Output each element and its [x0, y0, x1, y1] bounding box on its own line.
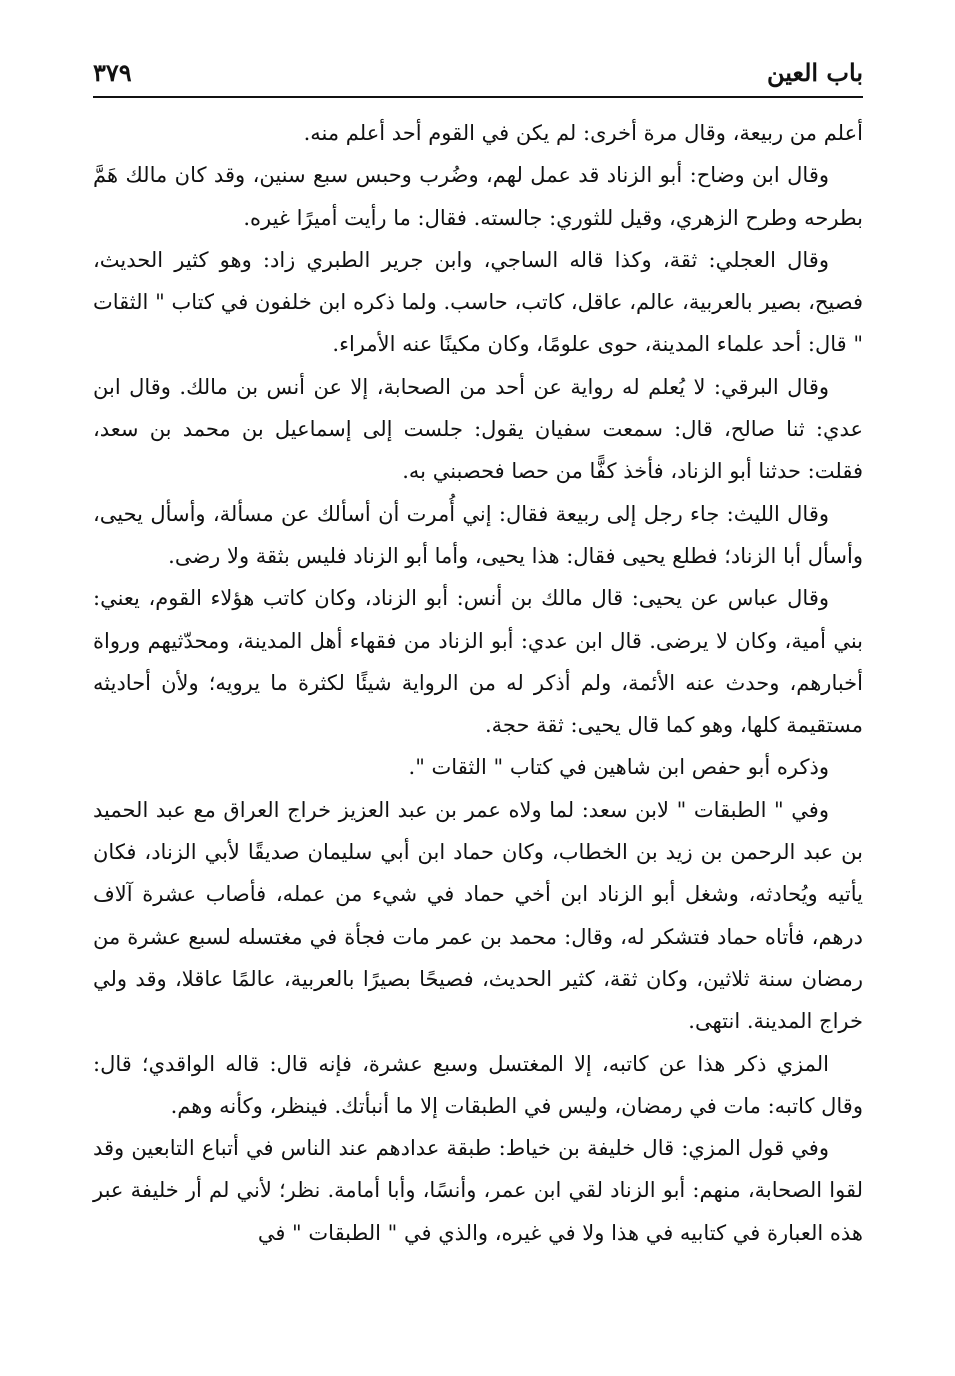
paragraph: وقال عباس عن يحيى: قال مالك بن أنس: أبو الزناد، وكان كاتب هؤلاء القوم، يعني: بني أمية، وكان لا يرضى. قال ابن عدي: أبو الزناد من فقهاء أهل المدينة، ومحدّثيهم ورواة أخبارهم، وحدث عنه الأئمة، ولم أذكر له من الرواية شيئًا لكثرة ما يرويه؛ ولأن أحاديثه مستقيمة كلها، وهو كما قال يحيى: ثقة حجة. [93, 586, 863, 738]
header-rule [93, 96, 863, 98]
running-header [93, 56, 863, 96]
paragraph: وفي قول المزي: قال خليفة بن خياط: طبقة عدادهم عند الناس في أتباع التابعين وقد لقوا الصحابة، منهم: أبو الزناد لقي ابن عمر، وأنسًا، وأبا أمامة. نظر؛ لأني لم أر خليفة عبر هذه العبارة في كتابيه في هذا ولا في غيره، والذي في " الطبقات " في [93, 1136, 863, 1245]
paragraph: وقال الليث: جاء رجل إلى ربيعة فقال: إني أُمرت أن أسألك عن مسألة، وأسأل يحيى، وأسأل أبا الزناد؛ فطلع يحيى فقال: هذا يحيى، وأما أبو الزناد فليس بثقة ولا رضى. [93, 501, 863, 568]
paragraph: المزي ذكر هذا عن كاتبه، إلا المغتسل وسبع عشرة، فإنه قال: قاله الواقدي؛ قال: وقال كاتبه: مات في رمضان، وليس في الطبقات إلا ما أنبأتك. فينظر، وكأنه وهم. [93, 1051, 863, 1118]
paragraph: وفي " الطبقات " لابن سعد: لما ولاه عمر بن عبد العزيز خراج العراق مع عبد الحميد بن عبد الرحمن بن زيد بن الخطاب، وكان حماد ابن أبي سليمان صديقًا لأبي الزناد، فكان يأتيه ويُحادثه، وشغل أبو الزناد ابن أخي حماد في شيء من عمله، فأصاب عشرة آلاف درهم، فأتاه حماد فتشكر له، وقال: محمد بن عمر مات فجأة في مغتسله لسبع عشرة من رمضان سنة ثلاثين، وكان ثقة، كثير الحديث، فصيحًا بصيرًا بالعربية، عالمًا عاقلا، وقد ولي خراج المدينة. انتهى. [93, 797, 863, 1034]
paragraph: أعلم من ربيعة، وقال مرة أخرى: لم يكن في القوم أحد أعلم منه. [303, 121, 863, 145]
paragraph: وقال البرقي: لا يُعلم له رواية عن أحد من الصحابة، إلا عن أنس بن مالك. وقال ابن عدي: ثنا صالح، قال: سمعت سفيان يقول: جلست إلى إسماعيل بن محمد بن سعد، فقلت: حدثنا أبو الزناد، فأخذ كفًّا من حصا فحصبني به. [93, 374, 863, 484]
paragraph: وذكره أبو حفص ابن شاهين في كتاب " الثقات ". [408, 755, 829, 780]
body-text [93, 112, 863, 1254]
paragraph: وقال العجلي: ثقة، وكذا قاله الساجي، وابن جرير الطبري زاد: وهو كثير الحديث، فصيح، بصير بالعربية، عالم، عاقل، كاتب، حاسب. ولما ذكره ابن خلفون في كتاب " الثقات " قال: أحد علماء المدينة، حوى علومًا، وكان مكينًا عنه الأمراء. [93, 247, 863, 357]
page-number: ٣٧٩ [93, 58, 132, 87]
paragraph: وقال ابن وضاح: أبو الزناد قد عمل لهم، وضُرب وحبس سبع سنين، وقد كان مالك هَمَّ بطرحه وطرح الزهري، وقيل للثوري: جالسته. فقال: ما رأيت أميرًا غيره. [93, 163, 863, 230]
chapter-title: باب العين [766, 58, 863, 87]
